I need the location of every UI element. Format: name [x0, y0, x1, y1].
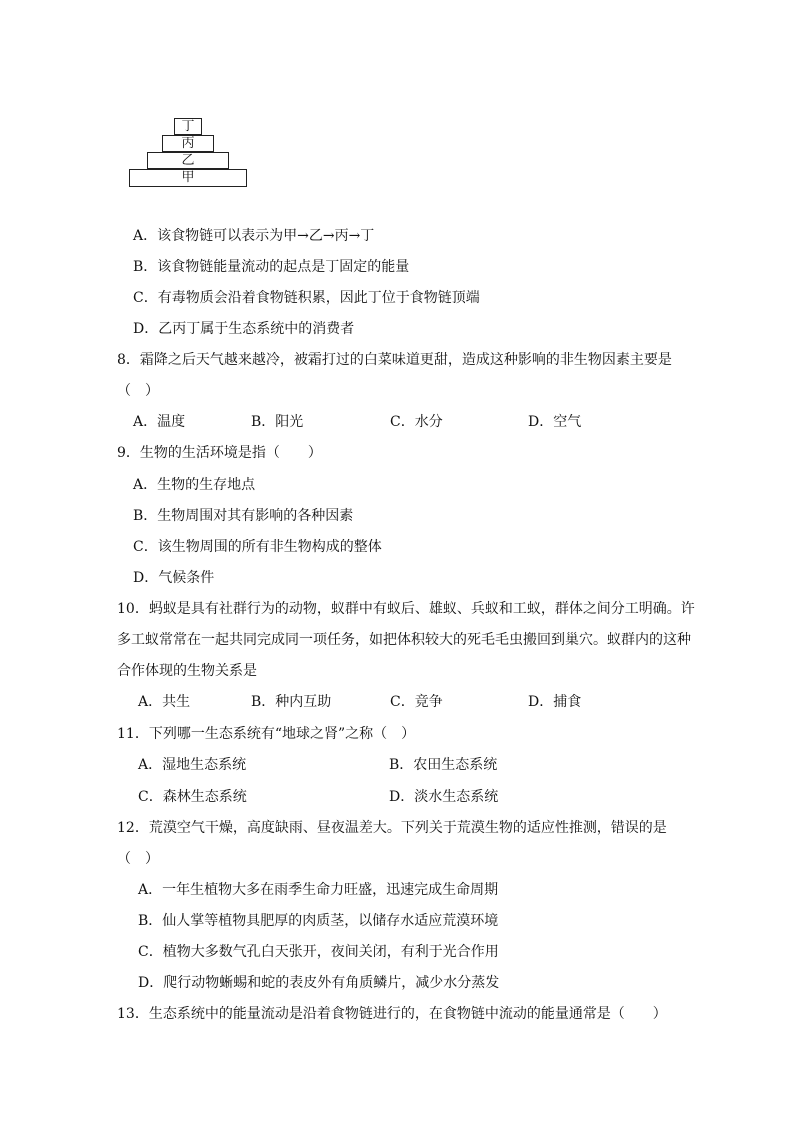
- q13-stem: 13．生态系统中的能量流动是沿着食物链进行的，在食物链中流动的能量通常是（ ）: [117, 1006, 667, 1022]
- q12-bracket: （ ）: [117, 851, 159, 867]
- q7-option-b: B．该食物链能量流动的起点是丁固定的能量: [133, 259, 410, 275]
- q9-stem: 9．生物的生活环境是指（ ）: [117, 445, 322, 461]
- q9-option-d: D．气候条件: [133, 570, 215, 586]
- q12-option-d: D．爬行动物蜥蜴和蛇的表皮外有角质鳞片，减少水分蒸发: [138, 975, 500, 991]
- q9-option-a: A．生物的生存地点: [133, 477, 256, 493]
- pyramid-level-yi: 乙: [147, 152, 229, 169]
- q12-option-b: B．仙人掌等植物具肥厚的肉质茎，以储存水适应荒漠环境: [138, 913, 499, 929]
- q8-option-a: A．温度: [133, 414, 186, 430]
- q12-stem: 12．荒漠空气干燥，高度缺雨、昼夜温差大。下列关于荒漠生物的适应性推测，错误的是: [117, 820, 667, 836]
- q10-option-d: D．捕食: [528, 694, 582, 710]
- q7-option-a: A．该食物链可以表示为甲→乙→丙→丁: [133, 228, 375, 244]
- q10-stem-line-3: 合作体现的生物关系是: [117, 663, 257, 679]
- q9-option-c: C．该生物周围的所有非生物构成的整体: [133, 539, 382, 555]
- q10-stem-line-1: 10．蚂蚁是具有社群行为的动物，蚁群中有蚁后、雄蚁、兵蚁和工蚁，群体之间分工明确。许: [117, 601, 695, 617]
- q8-option-c: C．水分: [390, 414, 443, 430]
- q7-option-c: C．有毒物质会沿着食物链积累，因此丁位于食物链顶端: [133, 290, 480, 306]
- q10-option-b: B．种内互助: [251, 694, 332, 710]
- q12-option-c: C．植物大多数气孔白天张开，夜间关闭，有利于光合作用: [138, 944, 499, 960]
- q10-stem-line-2: 多工蚁常常在一起共同完成同一项任务，如把体积较大的死毛毛虫搬回到巢穴。蚁群内的这种: [117, 632, 691, 648]
- q8-stem: 8．霜降之后天气越来越冷，被霜打过的白菜味道更甜，造成这种影响的非生物因素主要是: [117, 352, 672, 368]
- q11-option-d: D．淡水生态系统: [389, 789, 499, 805]
- q9-option-b: B．生物周围对其有影响的各种因素: [133, 508, 354, 524]
- q12-option-a: A．一年生植物大多在雨季生命力旺盛，迅速完成生命周期: [138, 882, 499, 898]
- q11-stem: 11．下列哪一生态系统有“地球之肾”之称（ ）: [117, 726, 416, 742]
- q7-option-d: D．乙丙丁属于生态系统中的消费者: [133, 321, 355, 337]
- q11-option-b: B．农田生态系统: [389, 757, 498, 773]
- q8-option-d: D．空气: [528, 414, 582, 430]
- q10-option-c: C．竞争: [390, 694, 443, 710]
- pyramid-level-jia: 甲: [129, 169, 247, 187]
- q8-bracket: （ ）: [117, 383, 159, 399]
- q8-option-b: B．阳光: [251, 414, 304, 430]
- pyramid-level-bing: 丙: [162, 135, 214, 152]
- q11-option-a: A．湿地生态系统: [138, 757, 247, 773]
- q10-option-a: A．共生: [138, 694, 191, 710]
- pyramid-level-ding: 丁: [174, 118, 202, 135]
- q11-option-c: C．森林生态系统: [138, 789, 247, 805]
